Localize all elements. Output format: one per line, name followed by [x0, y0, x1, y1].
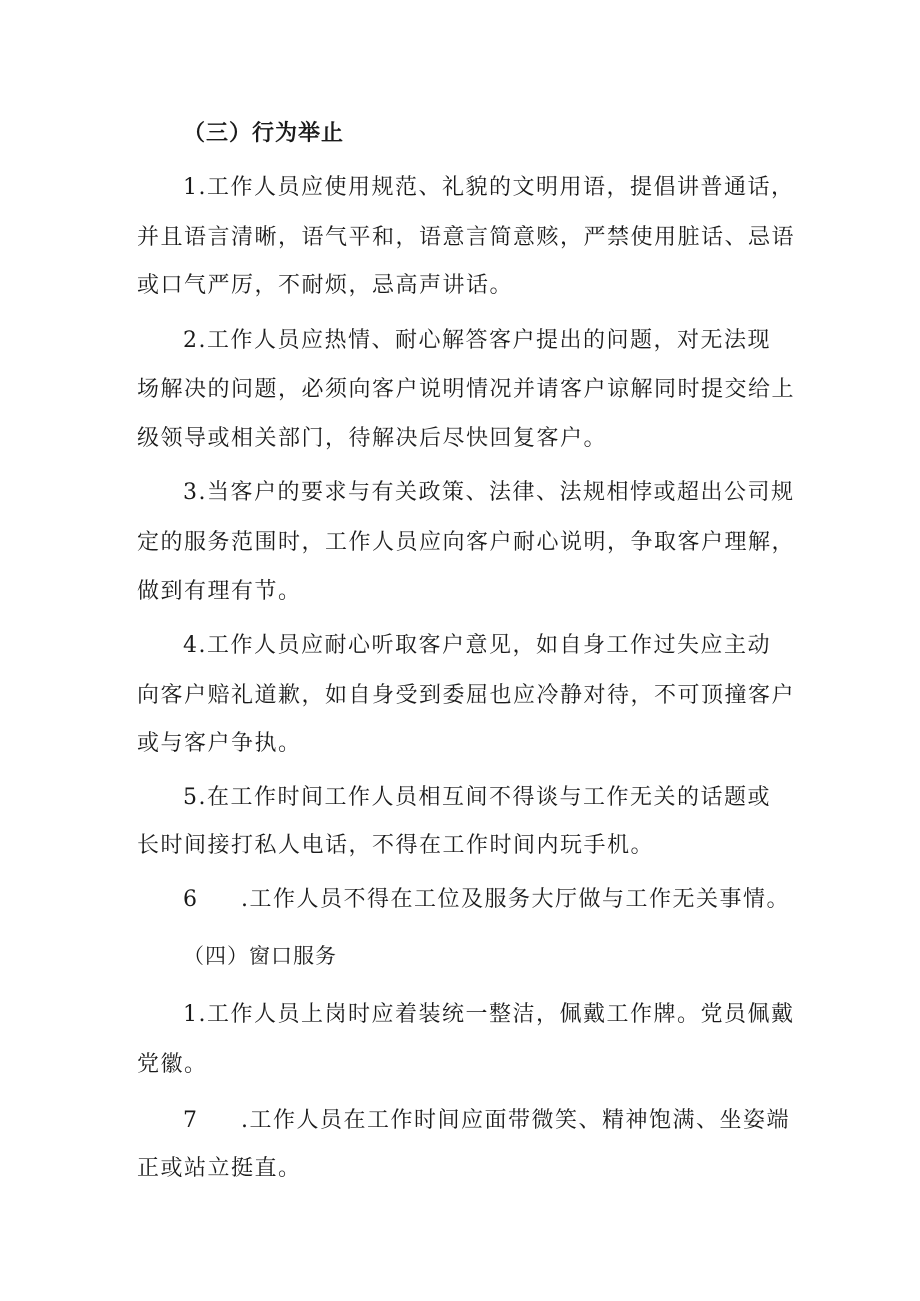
item-text: 工作人员上岗时应着装统一整洁，佩戴工作牌。党员佩戴: [207, 1002, 795, 1027]
item-number: 6: [183, 887, 199, 912]
section-heading-3: （三）行为举止: [183, 120, 345, 146]
item-text: .工作人员在工作时间应面带微笑、精神饱满、坐姿端: [241, 1108, 790, 1133]
paragraph-item-2-line-1: [183, 326, 771, 356]
item-number: 5: [183, 785, 199, 810]
item-number: 2: [183, 328, 199, 353]
paragraph-item-4-line-2: 向客户赔礼道歉，如自身受到委屈也应冷静对待，不可顶撞客户: [137, 683, 796, 708]
paragraph-item-3-line-2: 定的服务范围时，工作人员应向客户耐心说明，争取客户理解，: [137, 530, 796, 555]
item-text: .当客户的要求与有关政策、法律、法规相悖或超出公司规: [198, 480, 795, 505]
paragraph-window-item-7-line-2: 正或站立挺直。: [137, 1156, 302, 1181]
paragraph-item-1-line-3: 或口气严厉，不耐烦，忌高声讲话。: [137, 273, 514, 298]
paragraph-item-3-line-1: [183, 478, 795, 508]
paragraph-item-3-line-3: 做到有理有节。: [137, 579, 302, 604]
item-number: 1: [183, 175, 199, 200]
paragraph-window-item-7-line-1: [183, 1106, 790, 1136]
section-heading-4: （四）窗口服务: [183, 944, 337, 968]
paragraph-item-2-line-3: 级领导或相关部门，待解决后尽快回复客户。: [137, 426, 608, 451]
paragraph-item-5-line-2: 长时间接打私人电话，不得在工作时间内玩手机。: [137, 833, 655, 858]
paragraph-item-4-line-3: 或与客户争执。: [137, 731, 302, 756]
item-text: .工作人员应使用规范、礼貌的文明用语，提倡讲普通话，: [198, 175, 795, 200]
paragraph-item-1-line-1: [183, 173, 795, 203]
paragraph-window-item-1-line-2: 党徽。: [137, 1052, 208, 1077]
item-number: 7: [183, 1108, 199, 1133]
item-number: 4: [183, 633, 199, 658]
item-text: .工作人员应耐心听取客户意见，如自身工作过失应主动: [198, 633, 771, 658]
paragraph-item-6-line-1: [183, 885, 790, 915]
item-text: .工作人员不得在工位及服务大厅做与工作无关事情。: [241, 887, 790, 912]
paragraph-item-2-line-2: 场解决的问题，必须向客户说明情况并请客户谅解同时提交给上: [137, 377, 796, 402]
item-text: .在工作时间工作人员相互间不得谈与工作无关的话题或: [198, 785, 771, 810]
item-text: .工作人员应热情、耐心解答客户提出的问题，对无法现: [198, 328, 771, 353]
paragraph-window-item-1-line-1: [183, 1000, 795, 1030]
paragraph-item-5-line-1: [183, 783, 771, 813]
paragraph-item-4-line-1: [183, 631, 771, 661]
item-number: 3: [183, 480, 199, 505]
item-number: 1.: [183, 1002, 207, 1027]
paragraph-item-1-line-2: 并且语言清晰，语气平和，语意言简意赅，严禁使用脏话、忌语: [137, 225, 796, 250]
